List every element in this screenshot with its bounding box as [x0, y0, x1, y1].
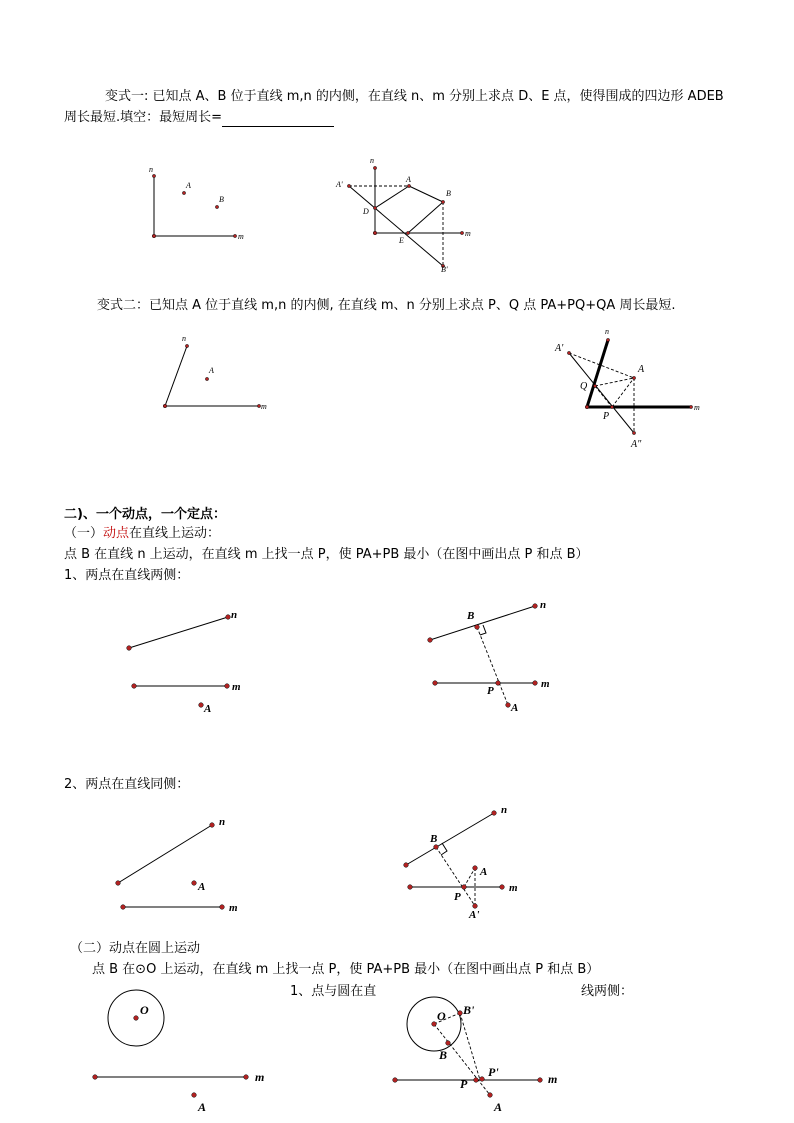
section2-heading: 二)、一个动点，一个定点：	[64, 507, 226, 522]
label-m: m	[238, 232, 244, 241]
label-A: A	[494, 1100, 503, 1114]
label-A: A	[186, 181, 191, 190]
label-Q: Q	[580, 381, 588, 392]
label-A: A	[204, 703, 212, 715]
label-m: m	[548, 1072, 558, 1086]
label-A-prime: A'	[336, 180, 343, 189]
subsection1-red-word: 动点	[103, 526, 130, 541]
label-A-dprime: A"	[631, 439, 642, 450]
variant2-setup-figure	[163, 334, 267, 411]
label-P: P	[487, 685, 494, 697]
subsection2-title: （二）动点在圆上运动	[70, 941, 201, 956]
label-m: m	[509, 882, 518, 894]
variant1-setup-figure	[149, 165, 244, 241]
subsection1-suffix: 在直线上运动：	[129, 526, 221, 541]
label-A: A	[209, 366, 214, 375]
circle-solution-figure	[393, 997, 558, 1114]
case1-title: 1、两点在直线两侧：	[64, 568, 190, 583]
label-m: m	[541, 678, 550, 690]
label-P: P	[454, 891, 461, 903]
label-n: n	[540, 599, 547, 611]
label-m: m	[232, 681, 241, 693]
variant1-solution-figure	[335, 156, 471, 274]
case3-title-right: 线两侧：	[581, 984, 634, 999]
circle-setup-figure	[93, 990, 265, 1114]
label-n: n	[231, 609, 238, 621]
label-A: A	[638, 364, 645, 375]
label-P: P	[603, 411, 610, 422]
label-m: m	[465, 229, 471, 238]
variant1-line2-text: 周长最短.填空：最短周长=	[64, 110, 223, 125]
label-B-prime: B'	[441, 265, 448, 274]
label-A: A	[198, 1100, 207, 1114]
label-B: B	[439, 1048, 448, 1062]
label-E: E	[399, 236, 404, 245]
variant2-text: 变式二：已知点 A 位于直线 m,n 的内侧, 在直线 m、n 分别上求点 P、Q 点 PA+PQ+QA 周长最短.	[97, 298, 676, 313]
label-A-prime: A'	[555, 343, 564, 354]
label-n: n	[370, 156, 374, 165]
case2-title: 2、两点在直线同侧：	[64, 777, 190, 792]
case3-title-left: 1、点与圆在直	[290, 984, 377, 999]
label-B: B	[219, 195, 224, 204]
label-O: O	[437, 1009, 446, 1023]
label-A: A	[406, 175, 411, 184]
label-P-prime: P'	[488, 1065, 499, 1079]
label-B: B	[430, 833, 438, 845]
case1-setup-figure	[127, 609, 241, 715]
label-m: m	[255, 1070, 265, 1084]
label-A: A	[198, 881, 206, 893]
label-n: n	[149, 165, 153, 174]
label-A-prime: A'	[469, 909, 480, 921]
label-n: n	[501, 804, 508, 816]
label-O: O	[140, 1003, 149, 1017]
case1-solution-figure	[428, 599, 550, 714]
subsection1-prefix: （一）	[64, 526, 104, 541]
task2-text: 点 B 在⊙O 上运动，在直线 m 上找一点 P，使 PA+PB 最小（在图中画出点 P 和点 B）	[92, 962, 600, 977]
label-n: n	[182, 334, 186, 343]
label-m: m	[229, 902, 238, 914]
label-A: A	[511, 702, 519, 714]
variant2-solution-figure	[554, 327, 700, 450]
label-B: B	[446, 189, 451, 198]
label-A: A	[480, 866, 488, 878]
variant1-line1: 变式一: 已知点 A、B 位于直线 m,n 的内侧，在直线 n、m 分别上求点 D、E 点，使得围成的四边形 ADEB	[105, 89, 724, 104]
label-n: n	[219, 816, 226, 828]
label-P: P	[460, 1077, 468, 1091]
label-m: m	[694, 403, 700, 412]
label-n: n	[605, 327, 609, 336]
case2-setup-figure	[116, 816, 238, 914]
label-D: D	[363, 207, 369, 216]
task1-text: 点 B 在直线 n 上运动，在直线 m 上找一点 P，使 PA+PB 最小（在图中画出点 P 和点 B）	[64, 547, 589, 562]
label-B-prime: B'	[463, 1003, 475, 1017]
case2-solution-figure	[404, 804, 518, 921]
label-m: m	[261, 402, 267, 411]
label-B: B	[467, 610, 475, 622]
